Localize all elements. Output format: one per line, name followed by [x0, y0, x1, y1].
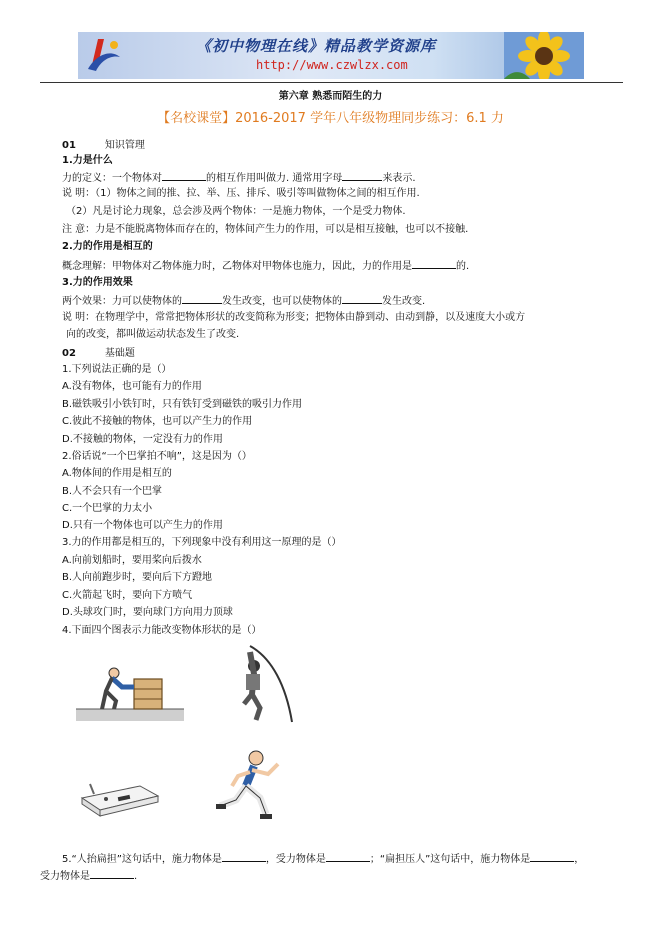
question-stem: 2.俗话说“一个巴掌拍不响”，这是因为（） — [62, 451, 252, 462]
mutual-force-line — [62, 258, 469, 273]
answer-blank[interactable] — [342, 293, 382, 304]
answer-blank[interactable] — [342, 170, 382, 181]
note-line: 注 意：力是不能脱离物体而存在的，物体间产生力的作用，可以是相互接触，也可以不接触. — [62, 224, 469, 235]
option-d[interactable]: D.只有一个物体也可以产生力的作用 — [62, 520, 223, 531]
text-fragment: 发生改变. — [382, 296, 426, 307]
text-fragment: ， — [574, 854, 585, 865]
text-fragment: 概念理解：甲物体对乙物体施力时，乙物体对甲物体也施力，因此，力的作用是 — [62, 261, 412, 272]
answer-blank[interactable] — [182, 293, 222, 304]
option-c[interactable]: C.火箭起飞时，要向下方喷气 — [62, 590, 193, 601]
note-line: 说 明：（1）物体之间的推、拉、举、压、排斥、吸引等叫做物体之间的相互作用. — [62, 188, 420, 199]
answer-blank[interactable] — [530, 851, 574, 862]
site-logo-icon — [84, 35, 124, 75]
text-fragment: 发生改变，也可以使物体的 — [222, 296, 342, 307]
option-c[interactable]: C.彼此不接触的物体，也可以产生力的作用 — [62, 416, 253, 427]
section-number: 02 — [62, 348, 76, 359]
answer-blank[interactable] — [326, 851, 370, 862]
option-b[interactable]: B.人向前跑步时，要向后下方蹬地 — [62, 572, 213, 583]
knowledge-item-heading: 2.力的作用是相互的 — [62, 241, 153, 252]
question-stem: 3.力的作用都是相互的，下列现象中没有利用这一原理的是（） — [62, 537, 342, 548]
header-rule — [40, 82, 623, 83]
question-5-line — [62, 851, 584, 866]
text-fragment: 的. — [456, 261, 470, 272]
question-stem: 4.下面四个图表示力能改变物体形状的是（） — [62, 625, 262, 636]
section-name: 基础题 — [104, 348, 135, 359]
header-banner — [78, 32, 584, 79]
figure-pole-vault-image[interactable] — [232, 644, 294, 724]
knowledge-item-heading: 1.力是什么 — [62, 155, 113, 166]
text-fragment: ，受力物体是 — [265, 854, 326, 865]
text-fragment: 的相互作用叫做力. 通常用字母 — [206, 173, 343, 184]
question-5-line-2 — [40, 868, 137, 883]
banner-title: 《初中物理在线》精品教学资源库 — [196, 37, 437, 55]
banner-url: http://www.czwlzx.com — [256, 58, 408, 72]
sunflower-icon — [504, 32, 584, 79]
text-fragment: 5.“人抬扁担”这句话中，施力物体是 — [62, 854, 222, 865]
text-fragment: . — [134, 871, 138, 882]
answer-blank[interactable] — [222, 851, 266, 862]
text-fragment: 力的定义：一个物体对 — [62, 173, 162, 184]
section-number: 01 — [62, 140, 76, 151]
answer-blank[interactable] — [412, 258, 456, 269]
note-line: （2）凡是讨论力现象，总会涉及两个物体：一是施力物体，一个是受力物体. — [66, 206, 406, 217]
answer-blank[interactable] — [90, 868, 134, 879]
option-a[interactable]: A.物体间的作用是相互的 — [62, 468, 172, 479]
figure-magnet-steel-ball-image[interactable] — [76, 770, 162, 818]
option-b[interactable]: B.人不会只有一个巴掌 — [62, 486, 163, 497]
section-name: 知识管理 — [104, 140, 145, 151]
option-c[interactable]: C.一个巴掌的力太小 — [62, 503, 153, 514]
chapter-heading: 第六章 熟悉而陌生的力 — [278, 91, 383, 102]
text-fragment: 受力物体是 — [40, 871, 90, 882]
figure-runner-image[interactable] — [216, 746, 286, 824]
page-title: 【名校课堂】2016-2017 学年八年级物理同步练习：6.1 力 — [157, 111, 504, 126]
note-line: 向的改变，都叫做运动状态发生了改变. — [66, 329, 240, 340]
text-fragment: 两个效果：力可以使物体的 — [62, 296, 182, 307]
text-fragment: ；“扁担压人”这句话中，施力物体是 — [369, 854, 531, 865]
section-basic-heading — [62, 347, 135, 360]
option-b[interactable]: B.磁铁吸引小铁钉时，只有铁钉受到磁铁的吸引力作用 — [62, 399, 303, 410]
knowledge-item-heading: 3.力的作用效果 — [62, 277, 133, 288]
note-line: 说 明：在物理学中，常常把物体形状的改变简称为形变；把物体由静到动、由动到静，以及速度大小或方 — [62, 312, 526, 323]
option-a[interactable]: A.向前划船时，要用桨向后拨水 — [62, 555, 202, 566]
option-d[interactable]: D.头球攻门时，要向球门方向用力顶球 — [62, 607, 233, 618]
section-knowledge-heading — [62, 139, 145, 152]
option-a[interactable]: A.没有物体，也可能有力的作用 — [62, 381, 202, 392]
effect-line — [62, 293, 425, 308]
text-fragment: 来表示. — [382, 173, 416, 184]
option-d[interactable]: D.不接触的物体，一定没有力的作用 — [62, 434, 223, 445]
force-definition-line — [62, 170, 416, 185]
answer-blank[interactable] — [162, 170, 206, 181]
figure-push-box-image[interactable] — [76, 655, 184, 721]
question-stem: 1.下列说法正确的是（） — [62, 364, 172, 375]
